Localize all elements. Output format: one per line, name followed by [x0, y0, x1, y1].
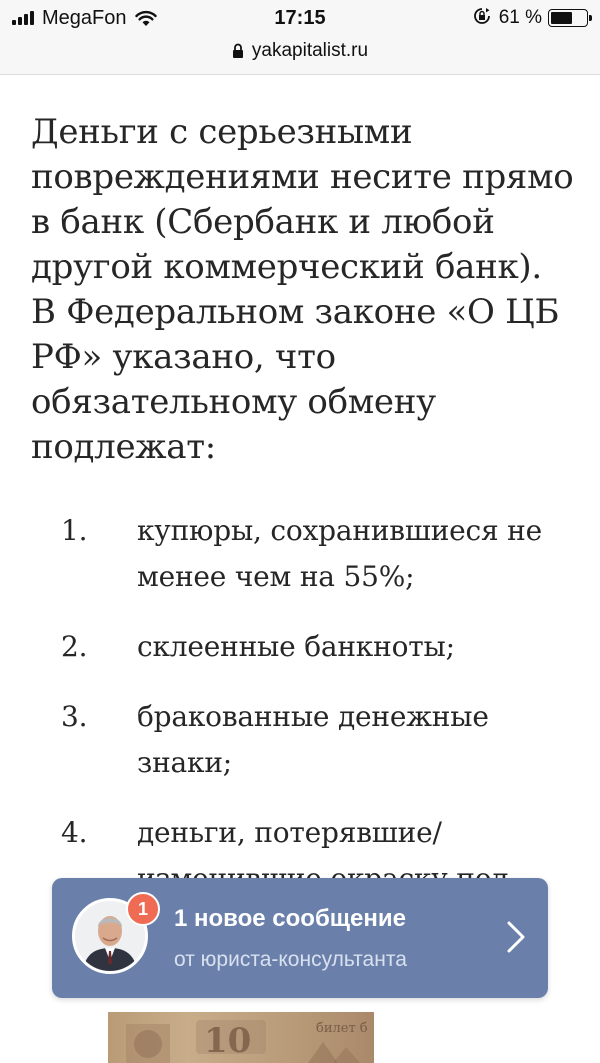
- chevron-right-icon[interactable]: [506, 920, 526, 959]
- message-notification[interactable]: [52, 878, 548, 998]
- notification-title: 1 новое сообщение: [174, 905, 406, 932]
- battery-fill: [551, 12, 572, 24]
- list-item-text: купюры, сохранившиеся не менее чем на 55%;: [137, 514, 543, 593]
- list-item-number: 1.: [61, 514, 88, 547]
- carrier-name: MegaFon: [42, 6, 127, 29]
- list-item-number: 2.: [61, 630, 88, 663]
- list-item: [61, 508, 581, 600]
- list-item-number: 3.: [61, 700, 88, 733]
- battery-icon: [548, 9, 588, 27]
- address-bar[interactable]: [0, 36, 600, 75]
- banknote-image: [108, 1012, 374, 1063]
- unread-badge: 1: [126, 892, 160, 926]
- article-paragraph: Деньги с серьезными повреждениями несите прямо в банк (Сбербанк и любой другой коммерческий банк). В Федеральном законе «О ЦБ РФ» указано, что обязательному обмену подлежат:: [31, 112, 574, 467]
- article-body: [31, 110, 576, 849]
- list-item: [61, 694, 581, 786]
- clock: 17:15: [274, 7, 326, 29]
- list-item: [61, 624, 581, 670]
- banknote-caption: билет б: [316, 1021, 368, 1036]
- list-item-text: склеенные банкноты;: [137, 630, 455, 663]
- lock-icon: [232, 47, 244, 63]
- rotation-lock-icon: [473, 7, 491, 30]
- list-item-text: деньги, потерявшие/: [137, 816, 442, 849]
- url-text[interactable]: yakapitalist.ru: [251, 40, 369, 61]
- battery-percent: 61 %: [498, 7, 542, 28]
- notification-subtitle: от юриста-консультанта: [174, 948, 407, 971]
- banknote-denomination: 10: [204, 1021, 252, 1061]
- article-list: [61, 508, 581, 926]
- list-item-text: бракованные денежные знаки;: [137, 700, 489, 779]
- list-item-number: 4.: [61, 816, 88, 849]
- status-right: [473, 6, 588, 30]
- status-bar: [0, 0, 600, 36]
